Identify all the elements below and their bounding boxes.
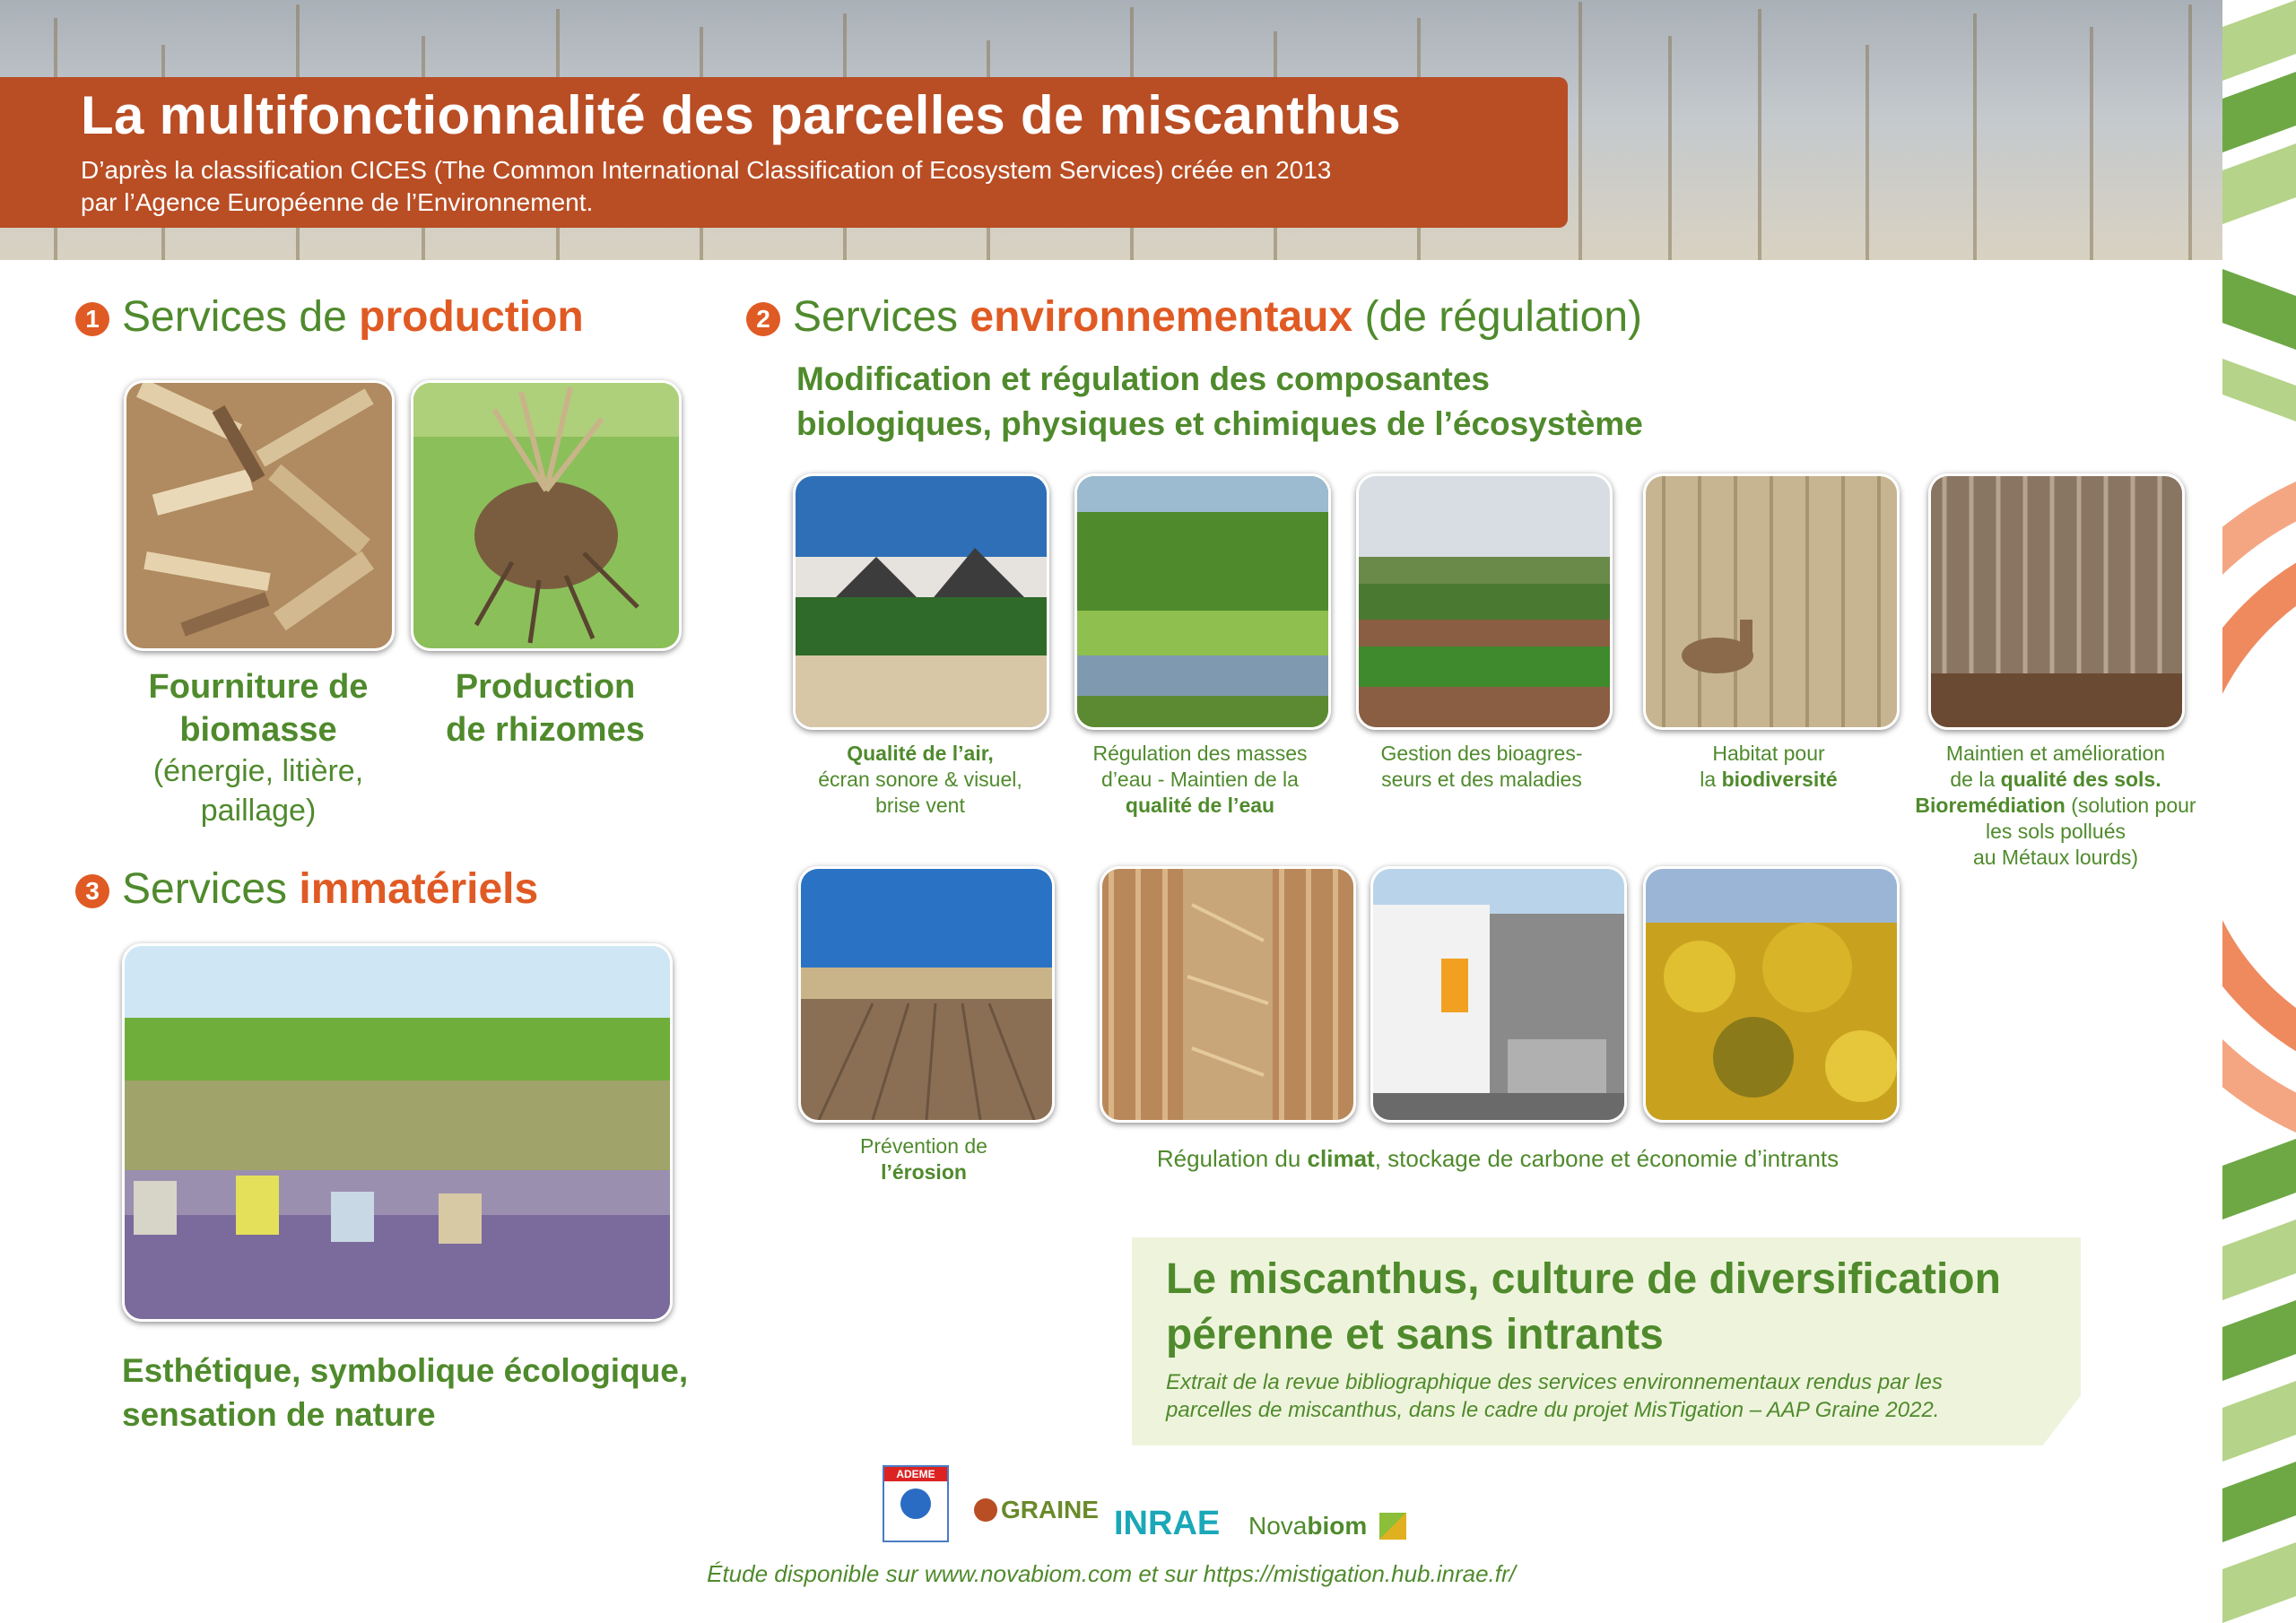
caption-line xyxy=(1632,767,1905,793)
caption-air-quality xyxy=(786,741,1055,819)
section-subheading xyxy=(796,357,1873,447)
section-heading-highlight: production xyxy=(359,293,584,341)
photo-water-regulation xyxy=(1074,473,1331,730)
caption-pests xyxy=(1345,741,1618,793)
section-heading-prefix: Services xyxy=(122,865,300,913)
caption-bold: qualité des sols. xyxy=(2000,768,2161,791)
section-heading-prefix: Services de xyxy=(122,293,360,341)
caption-text: , stockage de carbone et économie d’intrants xyxy=(1374,1145,1839,1172)
caption-text: (solution pour xyxy=(2065,794,2196,817)
caption-bold: Bioremédiation xyxy=(1915,794,2066,817)
caption-line: Habitat pour xyxy=(1712,742,1825,765)
caption-bold: l’érosion xyxy=(881,1160,967,1184)
subtitle-line: par l’Agence Européenne de l’Environnement. xyxy=(81,188,594,216)
section-heading-immaterial xyxy=(75,864,538,914)
grass-stalk xyxy=(1668,36,1672,260)
caption-line: sensation de nature xyxy=(122,1396,436,1433)
grass-stalk xyxy=(1866,45,1869,260)
caption-erosion xyxy=(789,1133,1058,1185)
grass-stalk xyxy=(2188,4,2192,260)
seed-icon xyxy=(974,1498,997,1522)
caption-line xyxy=(789,1159,1058,1185)
caption-bold: biodiversité xyxy=(1721,768,1838,791)
caption-line: les sols pollués xyxy=(1986,820,2126,843)
novabiom-logo-part: Nova xyxy=(1248,1512,1308,1540)
section-heading-suffix: (de régulation) xyxy=(1352,293,1643,341)
section-number-badge: 1 xyxy=(75,302,109,336)
graine-logo-text: GRAINE xyxy=(1001,1496,1099,1523)
caption-text: la xyxy=(1700,768,1722,791)
caption-line: biomasse xyxy=(179,711,337,749)
photo-erosion xyxy=(798,866,1055,1123)
caption-line: Prévention de xyxy=(860,1134,987,1158)
highlight-title-line: Le miscanthus, culture de diversification xyxy=(1166,1255,2001,1303)
photo-climate-boiler xyxy=(1370,866,1627,1123)
graine-logo xyxy=(974,1496,1099,1539)
grass-stalk xyxy=(1758,9,1761,260)
novabiom-leaf-icon xyxy=(1379,1513,1406,1540)
caption-biomass xyxy=(106,665,411,751)
caption-bold: climat xyxy=(1307,1145,1375,1172)
caption-climate xyxy=(1058,1146,1937,1172)
novabiom-logo xyxy=(1248,1512,1406,1541)
section-number-badge: 2 xyxy=(746,302,780,336)
page-title: La multifonctionnalité des parcelles de miscanthus xyxy=(81,85,1402,145)
grass-stalk xyxy=(1578,2,1582,260)
caption-line xyxy=(786,741,1055,767)
section-heading-production xyxy=(75,292,584,342)
caption-line: Maintien et amélioration xyxy=(1945,742,2166,765)
photo-beehives-miscanthus xyxy=(122,943,673,1322)
caption-line: seurs et des maladies xyxy=(1381,768,1582,791)
subheading-line: Modification et régulation des composantes xyxy=(796,360,1490,397)
photo-biodiversity-deer xyxy=(1643,473,1900,730)
caption-line: de rhizomes xyxy=(446,711,645,749)
footer-availability: Étude disponible sur www.novabiom.com et sur https://mistigation.hub.inrae.fr/ xyxy=(707,1560,1516,1587)
caption-line xyxy=(1898,767,2213,793)
caption-water xyxy=(1064,741,1336,819)
photo-climate-vines xyxy=(1643,866,1900,1123)
caption-line: au Métaux lourds) xyxy=(1972,846,2139,869)
caption-soil xyxy=(1898,741,2213,871)
highlight-text-line: parcelles de miscanthus, dans le cadre du projet MisTigation – AAP Graine 2022. xyxy=(1166,1398,1940,1422)
section-heading-prefix: Services xyxy=(793,293,970,341)
highlight-text-line: Extrait de la revue bibliographique des services environnementaux rendus par les xyxy=(1166,1370,1943,1394)
section-heading-highlight: immatériels xyxy=(299,865,539,913)
grass-stalk xyxy=(1973,13,1977,260)
caption-line: paillage) xyxy=(200,794,317,828)
caption-line xyxy=(1064,793,1336,819)
caption-text: de la xyxy=(1950,768,2001,791)
decorative-stripes-graphic xyxy=(2222,0,2296,1623)
photo-pest-management xyxy=(1356,473,1613,730)
caption-line: Fourniture de xyxy=(148,668,369,706)
highlight-title xyxy=(1166,1252,2063,1363)
caption-line: Régulation des masses xyxy=(1092,742,1308,765)
ademe-logo-text: ADEME xyxy=(884,1467,947,1481)
highlight-text xyxy=(1166,1368,2063,1424)
section-heading-environmental xyxy=(746,292,1642,342)
inrae-logo: INRAE xyxy=(1114,1505,1221,1542)
caption-bold: qualité de l’eau xyxy=(1125,794,1275,817)
caption-line: Gestion des bioagres- xyxy=(1380,742,1583,765)
grass-stalk xyxy=(2090,27,2093,260)
page-subtitle xyxy=(81,154,1534,219)
photo-climate-stubble xyxy=(1100,866,1356,1123)
photo-air-quality xyxy=(793,473,1049,730)
caption-biomass-detail xyxy=(106,751,411,830)
caption-aesthetics xyxy=(122,1349,768,1436)
novabiom-logo-part: biom xyxy=(1307,1512,1368,1540)
photo-biomass-chips xyxy=(124,380,395,651)
section-number-badge: 3 xyxy=(75,874,109,908)
caption-line: écran sonore & visuel, xyxy=(818,768,1022,791)
photo-soil-quality xyxy=(1928,473,2185,730)
caption-biodiversity xyxy=(1632,741,1905,793)
ademe-logo xyxy=(883,1465,949,1542)
caption-line: d’eau - Maintien de la xyxy=(1101,768,1299,791)
caption-text: Régulation du xyxy=(1156,1145,1308,1172)
globe-icon xyxy=(900,1488,931,1519)
caption-rhizomes xyxy=(393,665,698,751)
subheading-line: biologiques, physiques et chimiques de l’écosystème xyxy=(796,405,1643,442)
subtitle-line: D’après la classification CICES (The Common International Classification of Ecosystem Services) créée en 2013 xyxy=(81,156,1332,184)
caption-line: brise vent xyxy=(875,794,965,817)
highlight-title-line: pérenne et sans intrants xyxy=(1166,1311,1664,1358)
caption-line: (énergie, litière, xyxy=(152,754,364,788)
photo-rhizomes xyxy=(411,380,682,651)
section-heading-highlight: environnementaux xyxy=(970,293,1353,341)
caption-line: Production xyxy=(455,668,636,706)
caption-line: Esthétique, symbolique écologique, xyxy=(122,1352,689,1389)
caption-bold: Qualité de l’air, xyxy=(847,742,994,765)
decorative-strip xyxy=(2222,0,2296,1623)
caption-line xyxy=(1898,793,2213,819)
